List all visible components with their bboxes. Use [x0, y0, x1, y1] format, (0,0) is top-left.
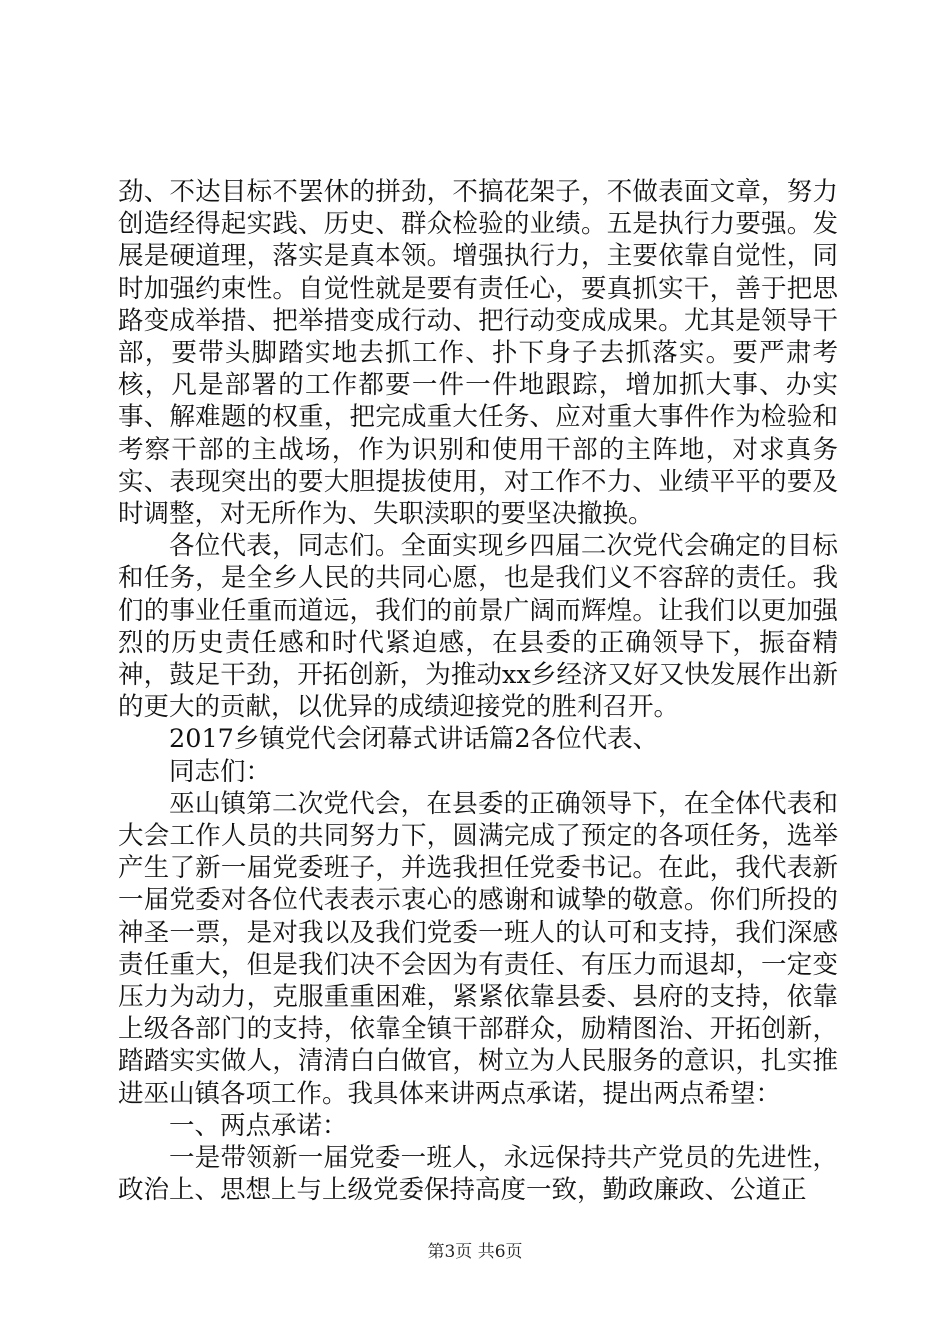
paragraph-2: 各位代表，同志们。全面实现乡四届二次党代会确定的目标和任务，是全乡人民的共同心愿，也是我们义不容辞的责任。我们的事业任重而道远，我们的前景广阔而辉煌。让我们以更加强烈的历史责任感和时代紧迫感，在县委的正确领导下，振奋精神，鼓足干劲，开拓创新，为推动xx乡经济又好又快发展作出新的更大的贡献，以优异的成绩迎接党的胜利召开。	[118, 531, 838, 723]
subheading-promises: 一、两点承诺：	[169, 1110, 348, 1141]
page-number-footer: 第3页 共6页	[427, 1242, 523, 1262]
section-heading: 2017乡镇党代会闭幕式讲话篇2各位代表、	[169, 724, 659, 755]
salutation: 同志们：	[169, 756, 272, 787]
paragraph-4: 一是带领新一届党委一班人，永远保持共产党员的先进性，政治上、思想上与上级党委保持高度一致，勤政廉政、公道正	[118, 1143, 838, 1206]
paragraph-1: 劲、不达目标不罢休的拼劲，不搞花架子，不做表面文章，努力创造经得起实践、历史、群众检验的业绩。五是执行力要强。发展是硬道理，落实是真本领。增强执行力，主要依靠自觉性，同时加强约束性。自觉性就是要有责任心，要真抓实干，善于把思路变成举措、把举措变成行动、把行动变成成果。尤其是领导干部，要带头脚踏实地去抓工作、扑下身子去抓落实。要严肃考核，凡是部署的工作都要一件一件地跟踪，增加抓大事、办实事、解难题的权重，把完成重大任务、应对重大事件作为检验和考察干部的主战场，作为识别和使用干部的主阵地，对求真务实、表现突出的要大胆提拔使用，对工作不力、业绩平平的要及时调整，对无所作为、失职渎职的要坚决撤换。	[118, 177, 838, 530]
document-body	[118, 176, 838, 1207]
paragraph-3: 巫山镇第二次党代会，在县委的正确领导下，在全体代表和大会工作人员的共同努力下，圆满完成了预定的各项任务，选举产生了新一届党委班子，并选我担任党委书记。在此，我代表新一届党委对各位代表表示衷心的感谢和诚挚的敬意。你们所投的神圣一票，是对我以及我们党委一班人的认可和支持，我们深感责任重大，但是我们决不会因为有责任、有压力而退却，一定变压力为动力，克服重重困难，紧紧依靠县委、县府的支持，依靠上级各部门的支持，依靠全镇干部群众，励精图治、开拓创新，踏踏实实做人，清清白白做官，树立为人民服务的意识，扎实推进巫山镇各项工作。我具体来讲两点承诺，提出两点希望：	[118, 788, 838, 1109]
